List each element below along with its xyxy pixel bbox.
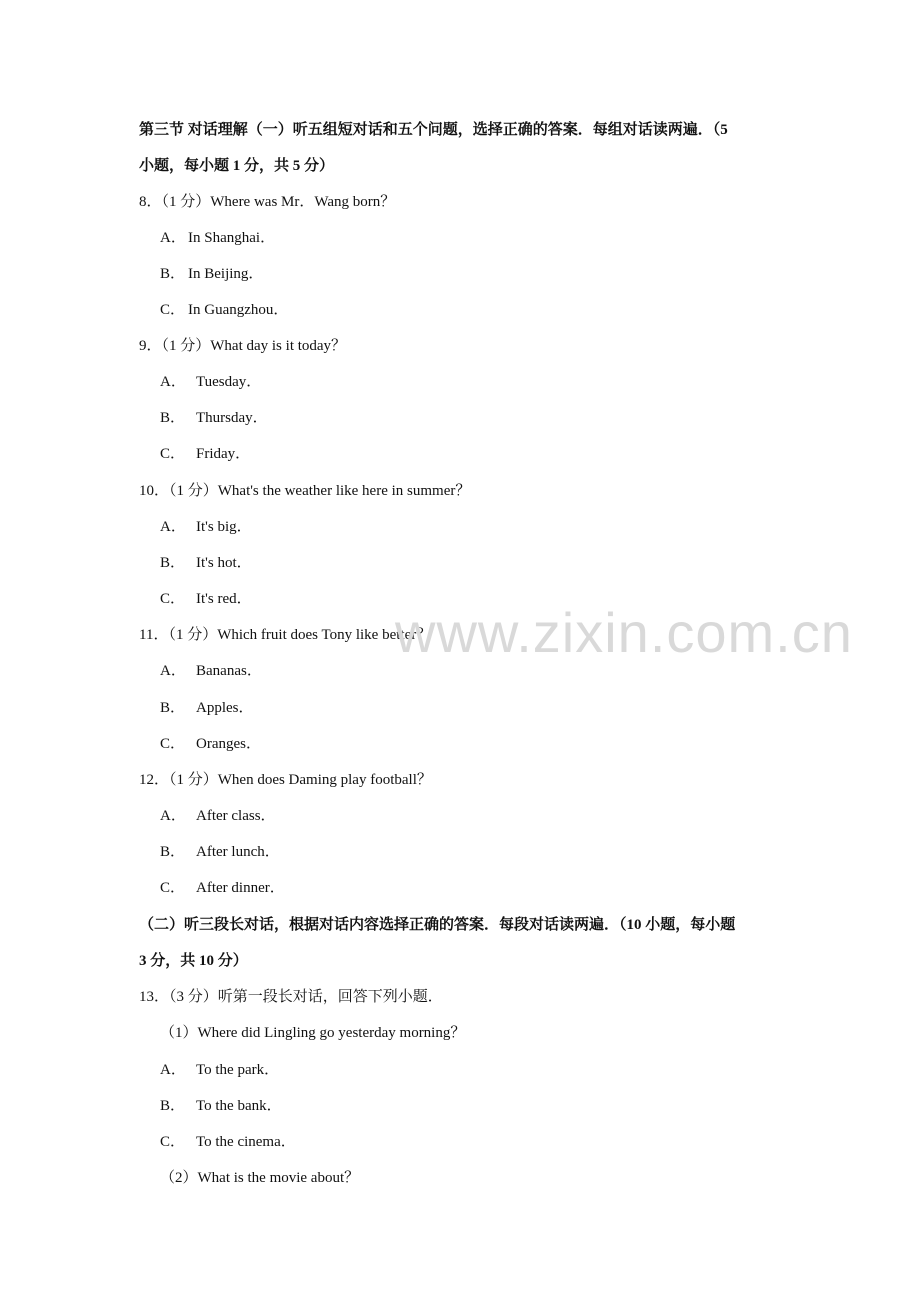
question-10-option-c (160, 589, 252, 609)
option-letter: B． (160, 844, 186, 860)
question-11-option-c (160, 734, 261, 754)
question-10-option-a (160, 517, 252, 537)
option-letter: B． (160, 1098, 186, 1114)
question-9-stem: 9．（1 分）What day is it today？ (139, 338, 347, 354)
option-text: Friday． (196, 446, 251, 462)
watermark: www.zixin.com.cn (395, 601, 853, 664)
question-13-sub1-option-b (160, 1096, 282, 1116)
question-13-sub2-stem: （2）What is the movie about？ (160, 1170, 360, 1186)
section3-heading-line1: 第三节 对话理解（一）听五组短对话和五个问题，选择正确的答案．每组对话读两遍．（5 (139, 122, 728, 138)
part2-heading-line1: （二）听三段长对话，根据对话内容选择正确的答案．每段对话读两遍．（10 小题，每小题 (139, 917, 736, 933)
option-text: It's big． (196, 519, 252, 535)
question-13-sub1-stem: （1）Where did Lingling go yesterday morning？ (160, 1025, 466, 1041)
question-10-option-b (160, 553, 252, 573)
question-8-stem: 8．（1 分）Where was Mr．Wang born？ (139, 194, 396, 210)
question-12-option-b (160, 842, 280, 862)
option-text: After dinner． (196, 880, 285, 896)
option-letter: C． (160, 591, 186, 607)
question-9-option-a (160, 372, 261, 392)
question-12-option-c (160, 878, 285, 898)
option-letter: C． (160, 880, 186, 896)
option-letter: C． (160, 446, 186, 462)
option-letter: C． (160, 736, 186, 752)
option-letter: B． (160, 410, 186, 426)
option-letter: A． (160, 374, 186, 390)
option-text: After class． (196, 808, 276, 824)
question-13-stem: 13．（3 分）听第一段长对话，回答下列小题． (139, 989, 443, 1005)
option-letter: C． (160, 1134, 186, 1150)
question-8-option-b (160, 264, 263, 284)
question-8-option-c (160, 300, 288, 320)
option-text: In Shanghai． (188, 230, 276, 246)
option-text: In Beijing． (188, 266, 264, 282)
option-text: Oranges． (196, 736, 261, 752)
question-11-option-b (160, 698, 254, 718)
option-text: Tuesday． (196, 374, 262, 390)
question-10-stem: 10．（1 分）What's the weather like here in summer？ (139, 483, 471, 499)
option-letter: B． (160, 700, 186, 716)
question-12-stem: 12．（1 分）When does Daming play football？ (139, 772, 432, 788)
option-text: Bananas． (196, 663, 262, 679)
question-12-option-a (160, 806, 276, 826)
question-11-stem: 11．（1 分）Which fruit does Tony like better？ (139, 627, 432, 643)
question-13-sub1-option-c (160, 1132, 296, 1152)
option-letter: B． (160, 555, 186, 571)
option-text: In Guangzhou． (188, 302, 289, 318)
option-text: It's red． (196, 591, 252, 607)
option-letter: A． (160, 519, 186, 535)
question-9-option-b (160, 408, 268, 428)
option-text: It's hot． (196, 555, 252, 571)
question-9-option-c (160, 444, 250, 464)
option-letter: A． (160, 1062, 186, 1078)
part2-heading-line2: 3 分，共 10 分） (139, 953, 248, 969)
option-letter: A． (160, 663, 186, 679)
option-letter: C． (160, 302, 186, 318)
option-letter: A． (160, 230, 186, 246)
option-text: Apples． (196, 700, 254, 716)
option-text: To the cinema． (196, 1134, 296, 1150)
option-letter: A． (160, 808, 186, 824)
section3-heading-line2: 小题，每小题 1 分，共 5 分） (139, 158, 335, 174)
option-letter: B． (160, 266, 186, 282)
question-8-option-a (160, 228, 275, 248)
question-11-option-a (160, 661, 262, 681)
option-text: To the park． (196, 1062, 280, 1078)
option-text: After lunch． (196, 844, 280, 860)
option-text: Thursday． (196, 410, 268, 426)
option-text: To the bank． (196, 1098, 282, 1114)
question-13-sub1-option-a (160, 1060, 279, 1080)
